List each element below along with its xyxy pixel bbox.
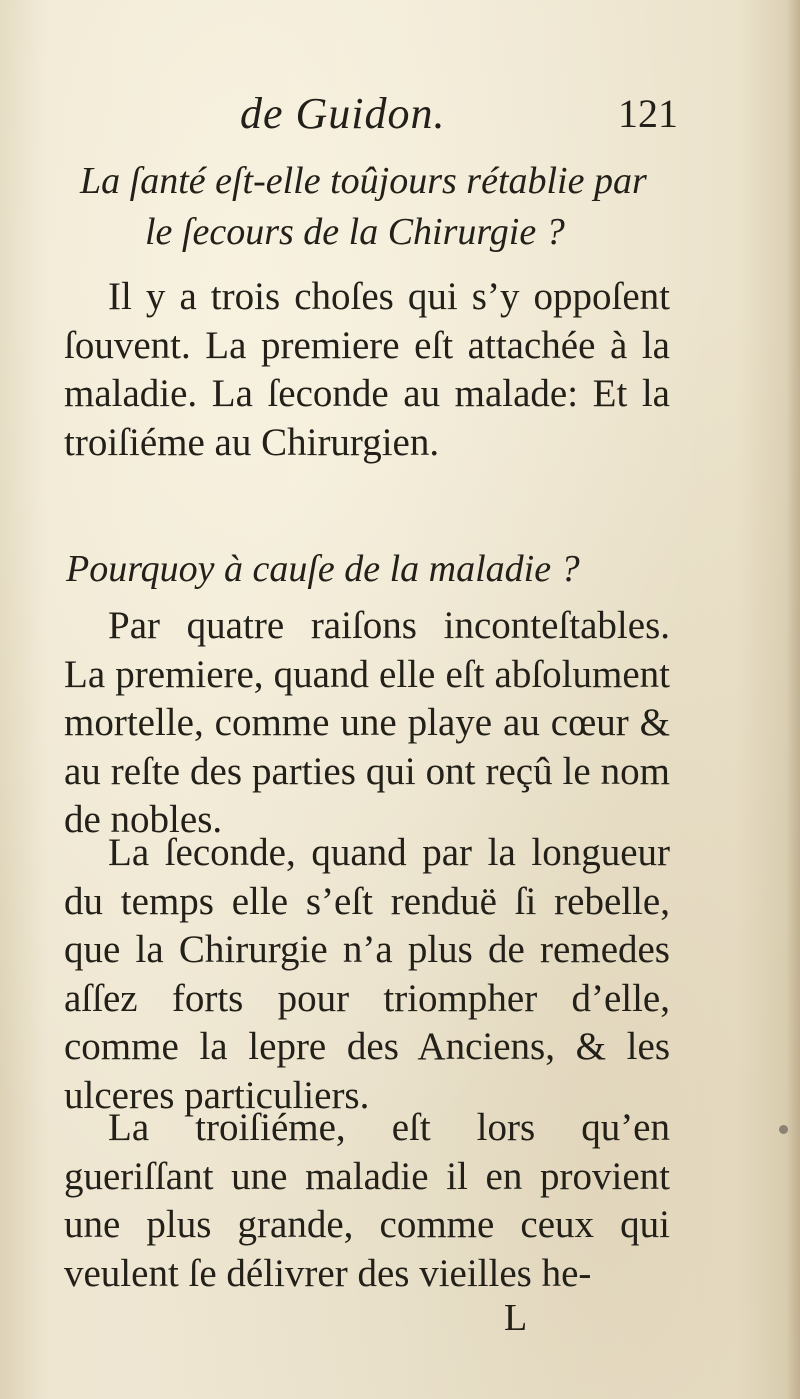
running-head — [0, 88, 800, 148]
running-head-title: de Guidon. — [240, 89, 446, 138]
answer-2-paragraph-2: La ſeconde, quand par la longueur du temps elle s’eſt renduë ſi rebelle, que la Chirurgie n’a plus de remedes aſſez forts pour triompher d’elle, comme la lepre des Anciens, & les ulceres particuliers. — [64, 831, 670, 1117]
signature-mark: L — [504, 1297, 528, 1339]
question-1-line-2: le ſecours de la Chirurgie ? — [145, 211, 565, 253]
answer-1-paragraph: Il y a trois choſes qui s’y oppoſent ſouvent. La premiere eſt attachée à la maladie. La ſeconde au malade: Et la troiſiéme au Chirurgien. — [64, 275, 670, 464]
question-1-line-1: La ſanté eſt-elle toûjours rétablie par — [80, 160, 647, 202]
question-2: Pourquoy à cauſe de la maladie ? — [66, 548, 580, 590]
page-number: 121 — [618, 91, 678, 136]
ink-spot — [779, 1125, 788, 1134]
answer-2-paragraph-1: Par quatre raiſons inconteſtables. La premiere, quand elle eſt abſolument mortelle, comme une playe au cœur & au reſte des parties qui ont reçû le nom de nobles. — [64, 604, 670, 842]
answer-2-paragraph-3: La troiſiéme, eſt lors qu’en gueriſſant une maladie il en provient une plus grande, comme ceux qui veulent ſe délivrer des vieilles he- — [64, 1106, 670, 1295]
page-edge-shadow — [786, 0, 800, 1399]
